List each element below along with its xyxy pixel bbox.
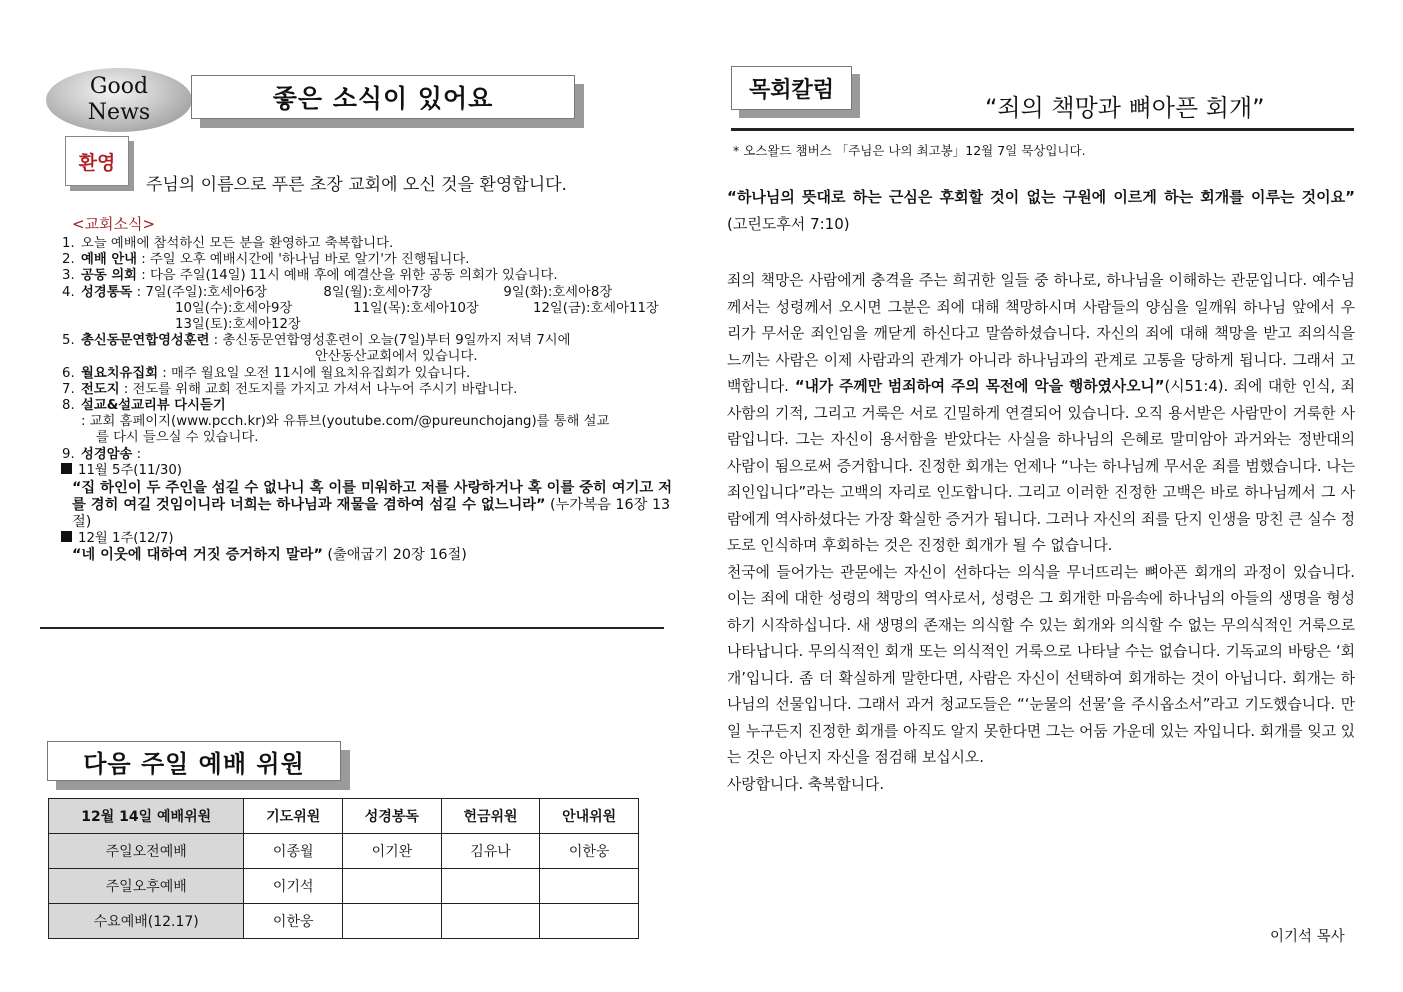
right-divider xyxy=(731,128,1354,131)
table-cell: 이기완 xyxy=(343,834,442,869)
news-item-1: 1. 오늘 예배에 참석하신 모든 분을 환영하고 축복합니다. xyxy=(62,236,394,251)
table-row xyxy=(49,869,639,904)
memory-verse-1: “집 하인이 두 주인을 섬길 수 없나니 혹 이를 미워하고 저를 사랑하거나 혹 이를 중히 여기고 저를 경히 여길 것임이니라 너희는 하나님과 재물을 겸하여 섬길 수 없느니라” (누가복음 16장 13절) xyxy=(72,480,673,531)
table-cell: 주일오전예배 xyxy=(49,834,244,869)
table-cell: 이기석 xyxy=(244,869,343,904)
news-item-4-cont xyxy=(62,301,677,317)
table-cell xyxy=(540,904,639,939)
schedule-day: 9일(화):호세아8장 xyxy=(503,284,613,300)
column-paragraph-1: 죄의 책망은 사람에게 충격을 주는 희귀한 일들 중 하나로, 하나님을 이해하는 관문입니다. 예수님께서는 성령께서 오시면 그분은 죄에 대해 책망하시며 사람들의 양심을 일깨워 하나님 앞에서 우리가 무서운 죄인임을 깨닫게 하신다고 말씀하셨습니다. 자신의 죄에 대해 책망을 받고 죄의식을 느끼는 사람은 이제 사람과의 관계가 아니라 하나님과의 관계로 고통을 당하게 됩니다. 그래서 고백합니다. “내가 주께만 범죄하여 주의 목전에 악을 행하였사오니”(시51:4). 죄에 대한 인식, 죄사함의 기적, 그리고 거룩은 서로 긴밀하게 연결되어 있습니다. 오직 용서받은 사람만이 거룩한 사람입니다. 그는 자신이 용서함을 받았다는 사실을 하나님의 은혜로 말미암아 과거와는 정반대의 사람이 됨으로써 증거합니다. 진정한 회개는 언제나 “나는 하나님께 무서운 죄를 범했습니다. 나는 죄인입니다”라는 고백의 자리로 인도합니다. 그리고 이러한 진정한 고백은 바로 하나님께서 그 사람에게 역사하셨다는 가장 확실한 증거가 됩니다. 그러나 자신의 죄를 단지 인생을 망친 큰 실수 정도로 인식하며 후회하는 것은 진정한 회개가 될 수 없습니다. xyxy=(727,272,1356,554)
table-cell: 주일오후예배 xyxy=(49,869,244,904)
table-row xyxy=(49,834,639,869)
news-item-5: 5. 총신동문연합영성훈련 : 총신동문연합영성훈련이 오늘(7일)부터 9일까지 저녁 7시에 xyxy=(62,333,571,349)
schedule-day: 10일(수):호세아9장 xyxy=(175,300,293,316)
pastor-column-tag: 목회칼럼 xyxy=(731,66,852,110)
table-cell: 12월 14일 예배위원 xyxy=(49,799,244,834)
memory-verse-week-2: 12월 1주(12/7) xyxy=(61,531,677,547)
column-body xyxy=(727,268,1355,798)
church-news-heading: <교회소식> xyxy=(72,215,156,233)
memory-verse-2: “네 이웃에 대하여 거짓 증거하지 말라” (출애굽기 20장 16절) xyxy=(72,547,467,564)
news-item-3: 3. 공동 의회 : 다음 주일(14일) 11시 예배 후에 예결산을 위한 공동 의회가 있습니다. xyxy=(62,268,558,284)
column-title: “죄의 책망과 뼈아픈 회개” xyxy=(985,94,1265,122)
service-duty-table xyxy=(48,798,639,939)
square-bullet-icon xyxy=(61,531,72,542)
schedule-day: 8일(월):호세아7장 xyxy=(323,284,433,300)
table-header-row xyxy=(49,799,639,834)
news-item-7: 7. 전도지 : 전도를 위해 교회 전도지를 가지고 가셔서 나누어 주시기 바랍니다. xyxy=(62,381,518,397)
schedule-day: 12일(금):호세아11장 xyxy=(533,300,659,316)
news-item-4-cont2 xyxy=(62,317,677,333)
table-cell: 이종월 xyxy=(244,834,343,869)
welcome-tag: 환영 xyxy=(65,136,129,186)
table-row xyxy=(49,904,639,939)
square-bullet-icon xyxy=(61,463,72,474)
table-cell: 성경봉독 xyxy=(343,799,442,834)
logo-line-news: News xyxy=(87,100,151,125)
next-service-title: 다음 주일 예배 위원 xyxy=(47,741,341,781)
news-item-5-cont: 안산동산교회에서 있습니다. xyxy=(315,349,478,365)
news-item-9: 9. 성경암송 : xyxy=(62,446,142,462)
table-cell xyxy=(540,869,639,904)
good-news-logo xyxy=(46,68,192,132)
news-item-8: 8. 설교&설교리뷰 다시듣기 xyxy=(62,398,226,414)
table-cell: 김유나 xyxy=(441,834,540,869)
church-news-list xyxy=(62,236,677,564)
logo-line-good: Good xyxy=(89,74,149,99)
schedule-day: 7일(주일):호세아6장 xyxy=(145,284,268,300)
table-cell xyxy=(343,904,442,939)
schedule-day: 11일(목):호세아10장 xyxy=(353,300,479,316)
schedule-day: 13일(토):호세아12장 xyxy=(175,317,301,333)
column-paragraph-2: 천국에 들어가는 관문에는 자신이 선하다는 의식을 무너뜨리는 뼈아픈 회개의 과정이 있습니다. 이는 죄에 대한 성령의 책망의 역사로서, 성령은 그 회개한 마음속에 하나님의 아들의 생명을 형성하기 시작하십니다. 새 생명의 존재는 의식할 수 있는 회개와 의식할 수 없는 무의식적인 거룩으로 나타납니다. 무의식적인 회개 또는 의식적인 거룩으로 나타날 수는 없습니다. 기독교의 바탕은 ‘회개’입니다. 좀 더 확실하게 말한다면, 사람은 자신이 선택하여 회개하는 것이 아닙니다. 회개는 하나님의 선물입니다. 그래서 과거 청교도들은 “‘눈물의 선물’을 주시옵소서”라고 기도했습니다. 만일 누구든지 진정한 회개를 아직도 알지 못한다면 그는 어둠 가운데 있는 자입니다. 회개를 잊고 있는 것은 아닌지 자신을 점검해 보십시오. xyxy=(727,563,1356,766)
news-item-6: 6. 월요치유집회 : 매주 월요일 오전 11시에 월요치유집회가 있습니다. xyxy=(62,365,471,381)
table-cell: 헌금위원 xyxy=(441,799,540,834)
table-cell: 안내위원 xyxy=(540,799,639,834)
column-signature: 이기석 목사 xyxy=(1270,929,1345,945)
good-news-title: 좋은 소식이 있어요 xyxy=(191,75,575,119)
news-item-2: 2. 예배 안내 : 주일 오후 예배시간에 '하나님 바로 알기'가 진행됩니다. xyxy=(62,252,470,268)
news-item-8-cont2: 를 다시 들으실 수 있습니다. xyxy=(96,430,259,446)
table-cell xyxy=(441,904,540,939)
news-item-8-cont: : 교회 홈페이지(www.pcch.kr)와 유튜브(youtube.com/@pureunchojang)를 통해 설교 xyxy=(81,414,610,430)
welcome-text: 주님의 이름으로 푸른 초장 교회에 오신 것을 환영합니다. xyxy=(146,175,567,195)
left-divider xyxy=(40,627,664,629)
news-item-4: 4. 성경통독 : 7일(주일):호세아6장 8일(월):호세아7장 9일(화):호세아8장 xyxy=(62,284,613,300)
table-cell: 이한웅 xyxy=(244,904,343,939)
table-cell: 수요예배(12.17) xyxy=(49,904,244,939)
table-cell: 기도위원 xyxy=(244,799,343,834)
table-cell: 이한웅 xyxy=(540,834,639,869)
column-paragraph-3: 사랑합니다. 축복합니다. xyxy=(727,775,885,793)
table-cell xyxy=(343,869,442,904)
source-note: * 오스왈드 챔버스 「주님은 나의 최고봉」12월 7일 묵상입니다. xyxy=(733,143,1086,158)
table-cell xyxy=(441,869,540,904)
memory-verse-week-1: 11월 5주(11/30) xyxy=(61,463,677,479)
column-key-verse: “하나님의 뜻대로 하는 근심은 후회할 것이 없는 구원에 이르게 하는 회개를 이루는 것이요” (고린도후서 7:10) xyxy=(727,188,1355,233)
